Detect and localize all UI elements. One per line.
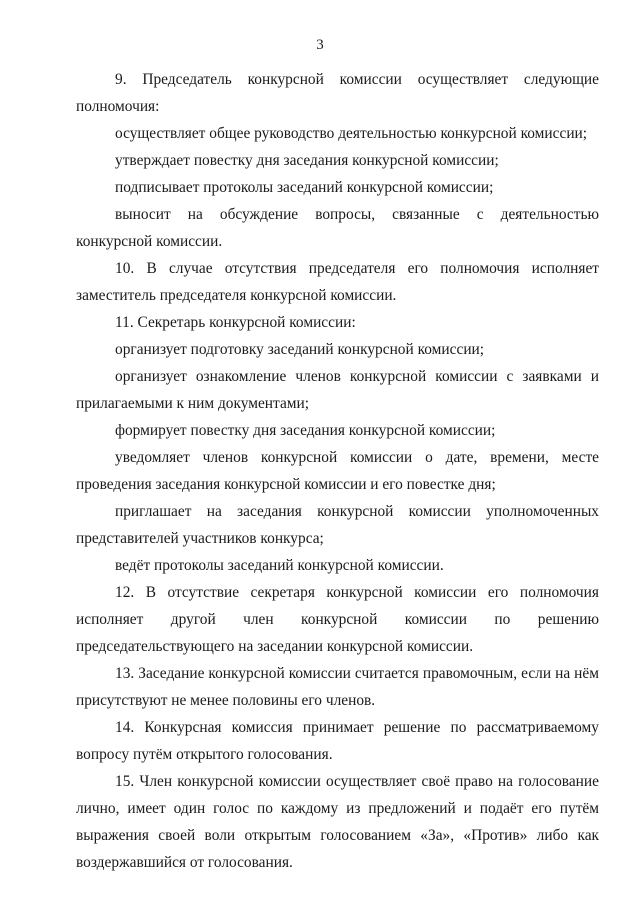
- page-number: 3: [316, 37, 324, 53]
- list-item-keeps-protocols: ведёт протоколы заседаний конкурсной комиссии.: [115, 557, 444, 574]
- list-item-general-management: осуществляет общее руководство деятельностью конкурсной комиссии;: [115, 125, 588, 142]
- list-item-prepares-meetings: организует подготовку заседаний конкурсной комиссии;: [115, 341, 485, 358]
- paragraph-10-deputy: 10. В случае отсутствия председателя его полномочия исполняет заместитель председателя конкурсной комиссии.: [76, 260, 599, 304]
- paragraph-9-chairman-powers: 9. Председатель конкурсной комиссии осуществляет следующие полномочия:: [76, 71, 599, 115]
- list-item-notifies-members: уведомляет членов конкурсной комиссии о дате, времени, месте проведения заседания конкурсной комиссии и его повестке дня;: [76, 449, 599, 493]
- paragraph-12-secretary-absence: 12. В отсутствие секретаря конкурсной комиссии его полномочия исполняет другой член конкурсной комиссии по решению председательствующего на заседании конкурсной комиссии.: [76, 584, 599, 655]
- paragraph-15-voting-right: 15. Член конкурсной комиссии осуществляет своё право на голосование лично, имеет один голос по каждому из предложений и подаёт его путём выражения своей воли открытым голосованием «За», «Против» либо как воздержавшийся от голосования.: [76, 773, 599, 871]
- list-item-invites-representatives: приглашает на заседания конкурсной комиссии уполномоченных представителей участников конкурса;: [76, 503, 599, 547]
- document-body: [76, 66, 599, 876]
- paragraph-14-open-vote: 14. Конкурсная комиссия принимает решение по рассматриваемому вопросу путём открытого голосования.: [76, 719, 599, 763]
- list-item-forms-agenda: формирует повестку дня заседания конкурсной комиссии;: [115, 422, 496, 439]
- paragraph-13-quorum: 13. Заседание конкурсной комиссии считается правомочным, если на нём присутствуют не менее половины его членов.: [76, 665, 599, 709]
- list-item-signs-protocols: подписывает протоколы заседаний конкурсной комиссии;: [115, 179, 494, 196]
- list-item-approves-agenda: утверждает повестку дня заседания конкурсной комиссии;: [115, 152, 499, 169]
- list-item-familiarization: организует ознакомление членов конкурсной комиссии с заявками и прилагаемыми к ним документами;: [76, 368, 599, 412]
- list-item-submits-issues: выносит на обсуждение вопросы, связанные с деятельностью конкурсной комиссии.: [76, 206, 599, 250]
- paragraph-11-secretary: 11. Секретарь конкурсной комиссии:: [115, 314, 356, 331]
